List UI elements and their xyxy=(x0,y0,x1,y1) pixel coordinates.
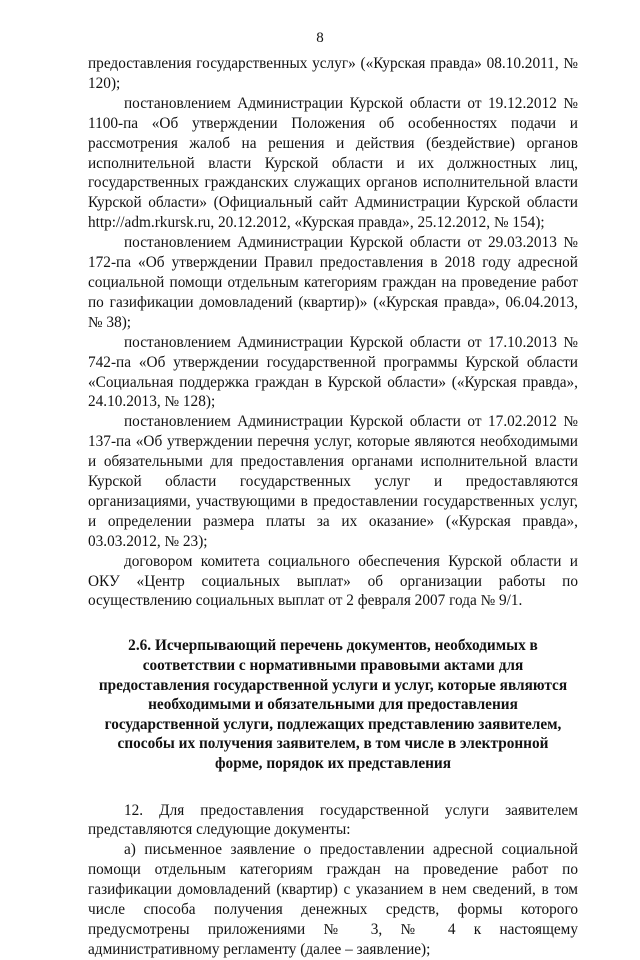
paragraph-resolution-172: постановлением Администрации Курской области от 29.03.2013 № 172-па «Об утверждении Правил предоставления в 2018 году адресной социальной помощи отдельным категориям граждан на проведение работ по газификации домовладений (квартир)» («Курская правда», 06.04.2013, № 38); xyxy=(88,234,578,331)
paragraph-resolution-1100: постановлением Администрации Курской области от 19.12.2012 № 1100-па «Об утверждении Положения об особенностях подачи и рассмотрения жалоб на решения и действия (бездействие) органов исполнительной власти Курской области и их должностных лиц, государственных гражданских служащих органов исполнительной власти Курской области» (Официальный сайт Администрации Курской области http://adm.rkursk.ru, 20.12.2012, «Курская правда», 25.12.2012, № 154); xyxy=(88,94,578,232)
document-body xyxy=(88,54,578,960)
paragraph-item-12: 12. Для предоставления государственной услуги заявителем представляются следующие документы: xyxy=(88,801,578,839)
paragraph-continuation: предоставления государственных услуг» («Курская правда» 08.10.2011, № 120); xyxy=(88,55,578,92)
section-heading: 2.6. Исчерпывающий перечень документов, необходимых в соответствии с нормативными правовыми актами для предоставления государственной услуги и услуг, которые являются необходимыми и обязательными для предоставления государственной услуги, подлежащих представлению заявителем, способы их получения заявителем, в том числе в электронной форме, порядок их представления xyxy=(98,637,568,772)
paragraph-item-a: а) письменное заявление о предоставлении адресной социальной помощи отдельным категориям граждан на проведение работ по газификации домовладений (квартир) с указанием в нем сведений, в том числе способа получения денежных средств, формы которого предусмотрены приложениями № 3, № 4 к настоящему административному регламенту (далее – заявление); xyxy=(88,841,578,958)
page-number: 8 xyxy=(316,30,324,46)
paragraph-agreement: договором комитета социального обеспечения Курской области и ОКУ «Центр социальных выплат» об организации работы по осуществлению социальных выплат от 2 февраля 2007 года № 9/1. xyxy=(88,552,578,610)
paragraph-resolution-137: постановлением Администрации Курской области от 17.02.2012 № 137-па «Об утверждении перечня услуг, которые являются необходимыми и обязательными для предоставления органами исполнительной власти Курской области государственных услуг и предоставляются организациями, участвующими в предоставлении государственных услуг, и определении размера платы за их оказание» («Курская правда», 03.03.2012, № 23); xyxy=(88,413,578,550)
paragraph-resolution-742: постановлением Администрации Курской области от 17.10.2013 № 742-па «Об утверждении государственной программы Курской области «Социальная поддержка граждан в Курской области» («Курская правда», 24.10.2013, № 128); xyxy=(88,333,578,411)
